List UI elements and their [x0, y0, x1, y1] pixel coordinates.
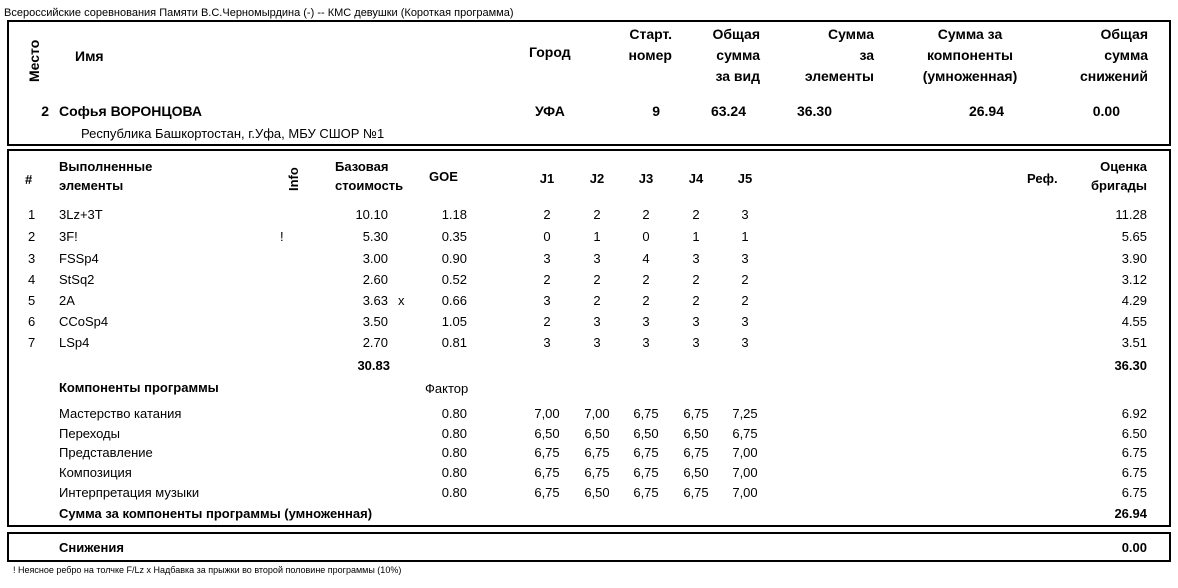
component-judge-j1: 6,50: [534, 426, 560, 441]
element-bonus-mark: x: [398, 293, 405, 308]
component-judge-j3: 6,75: [633, 465, 659, 480]
element-judge-j5: 2: [741, 293, 749, 308]
skater-start-number: 9: [652, 103, 660, 119]
element-judge-j3: 4: [642, 251, 650, 266]
name-header: Имя: [75, 48, 104, 64]
element-judge-j5: 1: [741, 229, 749, 244]
col-base-header: Базовая стоимость: [335, 159, 404, 193]
component-judge-j2: 7,00: [584, 406, 610, 421]
component-judge-j4: 6,50: [683, 465, 709, 480]
components-sum-header: Сумма за компоненты (умноженная): [922, 26, 1018, 84]
skater-components-sum: 26.94: [968, 103, 1004, 119]
component-name: Композиция: [59, 465, 132, 480]
component-factor: 0.80: [441, 465, 467, 480]
col-score-header: Оценка бригады: [1091, 159, 1147, 193]
element-judge-j2: 3: [593, 314, 601, 329]
element-goe: 1.05: [441, 314, 467, 329]
element-judge-j2: 3: [593, 335, 601, 350]
component-judge-j5: 6,75: [732, 426, 758, 441]
element-panel-score: 11.28: [1115, 207, 1147, 222]
element-judge-j1: 2: [543, 207, 551, 222]
element-row-num: 2: [28, 229, 36, 244]
elements-score-total: 36.30: [1114, 358, 1147, 373]
component-factor: 0.80: [441, 445, 467, 460]
element-code: CCoSp4: [59, 314, 109, 329]
col-j5-header: J5: [737, 171, 753, 186]
col-j3-header: J3: [638, 171, 654, 186]
components-title: Компоненты программы: [59, 380, 219, 395]
element-base-value: 2.60: [362, 272, 388, 287]
component-factor: 0.80: [441, 426, 467, 441]
element-judge-j3: 2: [642, 293, 650, 308]
element-judge-j4: 2: [692, 207, 700, 222]
skater-total: 63.24: [710, 103, 746, 119]
components-total-label: Сумма за компоненты программы (умноженная): [59, 506, 373, 521]
component-judge-j4: 6,75: [683, 445, 709, 460]
component-name: Представление: [59, 445, 153, 460]
element-judge-j1: 0: [543, 229, 551, 244]
element-judge-j2: 2: [593, 293, 601, 308]
element-judge-j4: 3: [692, 314, 700, 329]
element-code: FSSp4: [59, 251, 99, 266]
total-score-header: Общая сумма за вид: [712, 26, 760, 84]
factor-header: Фактор: [425, 381, 469, 396]
component-judge-j3: 6,75: [633, 445, 659, 460]
element-judge-j1: 3: [543, 293, 551, 308]
element-row-num: 7: [28, 335, 36, 350]
element-judge-j2: 2: [593, 207, 601, 222]
components-total: 26.94: [1114, 506, 1147, 521]
element-code: 3Lz+3T: [59, 207, 103, 222]
element-base-value: 3.00: [362, 251, 388, 266]
element-row-num: 6: [28, 314, 36, 329]
element-panel-score: 3.12: [1121, 272, 1147, 287]
element-judge-j5: 3: [741, 335, 749, 350]
component-judge-j1: 6,75: [534, 485, 560, 500]
element-base-value: 5.30: [362, 229, 388, 244]
element-goe: 1.18: [441, 207, 467, 222]
component-judge-j4: 6,75: [683, 406, 709, 421]
start-number-header: Старт. номер: [628, 26, 672, 63]
skater-name: Софья ВОРОНЦОВА: [59, 103, 203, 119]
component-name: Интерпретация музыки: [59, 485, 200, 500]
element-judge-j2: 3: [593, 251, 601, 266]
component-score: 6.92: [1121, 406, 1147, 421]
col-info-header: Info: [286, 167, 301, 191]
element-row-num: 3: [28, 251, 36, 266]
deductions-label: Снижения: [59, 540, 124, 555]
element-goe: 0.81: [441, 335, 467, 350]
element-judge-j2: 1: [593, 229, 601, 244]
deductions-header: Общая сумма снижений: [1079, 26, 1148, 84]
col-num-header: #: [25, 172, 33, 187]
element-info: !: [280, 229, 284, 244]
component-factor: 0.80: [441, 485, 467, 500]
component-judge-j5: 7,00: [732, 445, 758, 460]
element-judge-j4: 3: [692, 251, 700, 266]
element-judge-j5: 3: [741, 207, 749, 222]
component-judge-j1: 7,00: [534, 406, 560, 421]
component-factor: 0.80: [441, 406, 467, 421]
component-judge-j3: 6,75: [633, 406, 659, 421]
element-base-value: 3.50: [362, 314, 388, 329]
element-base-value: 3.63: [362, 293, 388, 308]
city-header: Город: [529, 44, 571, 60]
element-judge-j1: 3: [543, 251, 551, 266]
col-elements-header: Выполненные элементы: [59, 159, 153, 193]
elements-sum-header: Сумма за элементы: [804, 26, 874, 84]
component-judge-j1: 6,75: [534, 445, 560, 460]
element-judge-j4: 2: [692, 272, 700, 287]
element-panel-score: 3.51: [1121, 335, 1147, 350]
deductions-value: 0.00: [1121, 540, 1147, 555]
component-score: 6.75: [1121, 485, 1147, 500]
element-goe: 0.66: [441, 293, 467, 308]
place-header: Место: [26, 39, 42, 82]
component-judge-j2: 6,75: [584, 445, 610, 460]
element-judge-j3: 0: [642, 229, 650, 244]
col-goe-header: GOE: [429, 169, 458, 184]
element-base-value: 2.70: [362, 335, 388, 350]
component-name: Переходы: [59, 426, 120, 441]
component-score: 6.75: [1121, 465, 1147, 480]
element-judge-j3: 2: [642, 272, 650, 287]
element-panel-score: 4.29: [1121, 293, 1147, 308]
component-judge-j2: 6,75: [584, 465, 610, 480]
footnote: ! Неясное ребро на толчке F/Lz x Надбавка за прыжки во второй половине программы (10%): [13, 565, 402, 575]
component-judge-j4: 6,75: [683, 485, 709, 500]
component-judge-j2: 6,50: [584, 485, 610, 500]
element-panel-score: 5.65: [1121, 229, 1147, 244]
element-judge-j1: 2: [543, 314, 551, 329]
element-code: 2A: [59, 293, 75, 308]
element-base-value: 10.10: [355, 207, 388, 222]
col-j1-header: J1: [539, 171, 555, 186]
element-judge-j5: 3: [741, 251, 749, 266]
element-panel-score: 3.90: [1121, 251, 1147, 266]
component-judge-j1: 6,75: [534, 465, 560, 480]
component-judge-j2: 6,50: [584, 426, 610, 441]
competition-title: Всероссийские соревнования Памяти В.С.Черномырдина (-) -- КМС девушки (Короткая программа): [4, 7, 514, 19]
component-judge-j5: 7,00: [732, 465, 758, 480]
element-judge-j3: 3: [642, 314, 650, 329]
element-goe: 0.90: [441, 251, 467, 266]
component-judge-j4: 6,50: [683, 426, 709, 441]
component-score: 6.75: [1121, 445, 1147, 460]
element-code: LSp4: [59, 335, 90, 350]
element-row-num: 4: [28, 272, 36, 287]
skater-place: 2: [41, 103, 49, 119]
element-judge-j4: 1: [692, 229, 700, 244]
element-judge-j4: 2: [692, 293, 700, 308]
element-judge-j5: 3: [741, 314, 749, 329]
element-row-num: 5: [28, 293, 36, 308]
component-score: 6.50: [1121, 426, 1147, 441]
element-judge-j5: 2: [741, 272, 749, 287]
skater-club: Республика Башкортостан, г.Уфа, МБУ СШОР №1: [81, 126, 385, 141]
element-goe: 0.52: [441, 272, 467, 287]
component-judge-j5: 7,00: [732, 485, 758, 500]
element-judge-j3: 3: [642, 335, 650, 350]
element-judge-j1: 3: [543, 335, 551, 350]
col-ref-header: Реф.: [1027, 171, 1058, 186]
element-goe: 0.35: [441, 229, 467, 244]
component-judge-j5: 7,25: [732, 406, 758, 421]
base-value-total: 30.83: [357, 358, 390, 373]
element-judge-j3: 2: [642, 207, 650, 222]
element-row-num: 1: [28, 207, 36, 222]
col-j4-header: J4: [688, 171, 704, 186]
component-judge-j3: 6,75: [633, 485, 659, 500]
component-name: Мастерство катания: [59, 406, 182, 421]
col-j2-header: J2: [589, 171, 605, 186]
skater-deductions: 0.00: [1092, 103, 1120, 119]
skater-city: УФА: [535, 103, 565, 119]
element-code: 3F!: [59, 229, 78, 244]
element-judge-j4: 3: [692, 335, 700, 350]
element-judge-j2: 2: [593, 272, 601, 287]
element-code: StSq2: [59, 272, 95, 287]
element-judge-j1: 2: [543, 272, 551, 287]
deductions-box: [7, 532, 1171, 562]
element-panel-score: 4.55: [1121, 314, 1147, 329]
component-judge-j3: 6,50: [633, 426, 659, 441]
skater-elements-sum: 36.30: [796, 103, 832, 119]
